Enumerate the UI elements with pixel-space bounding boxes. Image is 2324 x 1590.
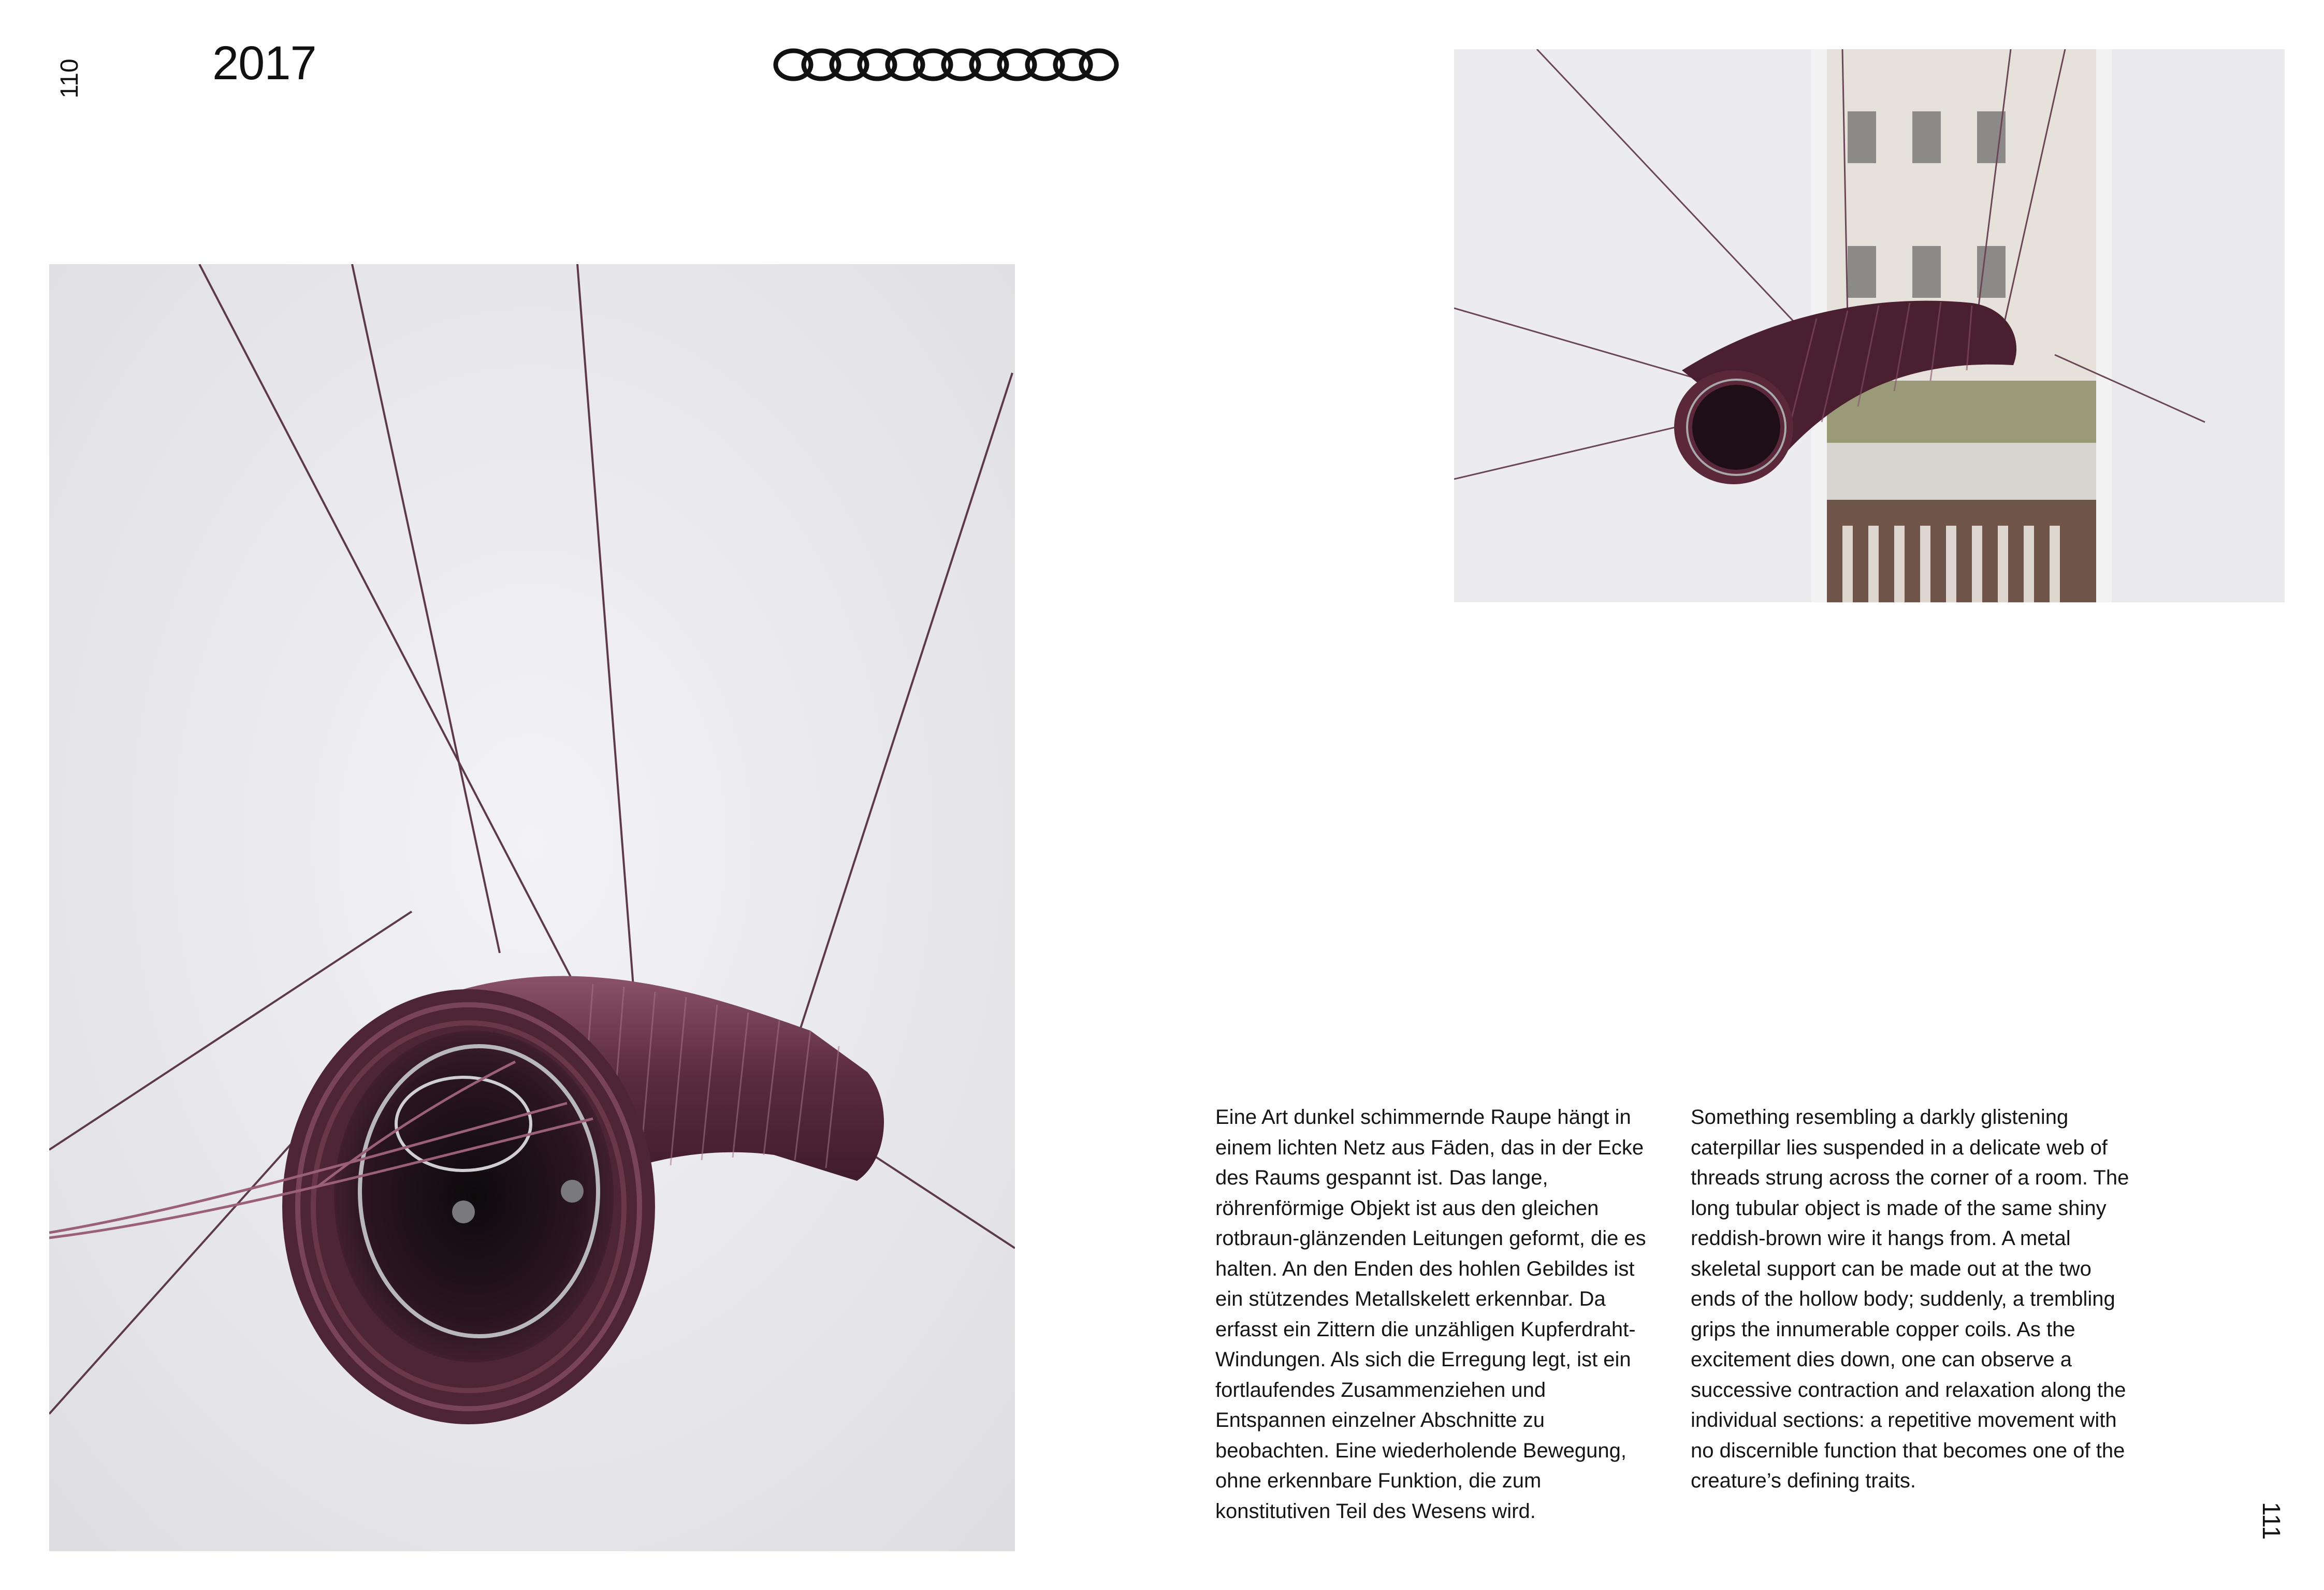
- page-number-left: 110: [56, 59, 83, 98]
- german-body-text: Eine Art dunkel schimmernde Raupe hängt in einem lichten Netz aus Fäden, das in der Ecke des Raums gespannt ist. Das lange, röhrenförmige Objekt ist aus den gleichen rotbraun-glänzenden Leitungen geformt, die es halten. An den Enden des hohlen Gebildes ist ein stützendes Metallskelett erkennbar. Da erfasst ein Zittern die unzähligen Kupferdraht-Windungen. Als sich die Erregung legt, ist ein fortlaufendes Zusammenziehen und Entspannen einzelner Abschnitte zu beobachten. Eine wiederholende Bewegung, ohne erkennbare Funktion, die zum konstitutiven Teil des Wesens wird.: [1215, 1106, 1646, 1523]
- page-number-right: 111: [2257, 1502, 2285, 1540]
- english-body-text: Something resembling a darkly glistening caterpillar lies suspended in a delicate web of threads strung across the corner of a room. The long tubular object is made of the same shiny reddish-brown wire it hangs from. A metal skeletal support can be made out at the two ends of the hollow body; suddenly, a trembling grips the innumerable copper coils. As the excitement dies down, one can observe a successive contraction and relaxation along the individual sections: a repetitive movement with no discernible function that becomes one of the creature’s defining traits.: [1691, 1106, 2129, 1492]
- main-photo: [49, 264, 1015, 1551]
- year-heading: 2017: [212, 37, 316, 90]
- chain-of-links-icon: [773, 47, 1120, 83]
- installation-photo: [1454, 49, 2285, 602]
